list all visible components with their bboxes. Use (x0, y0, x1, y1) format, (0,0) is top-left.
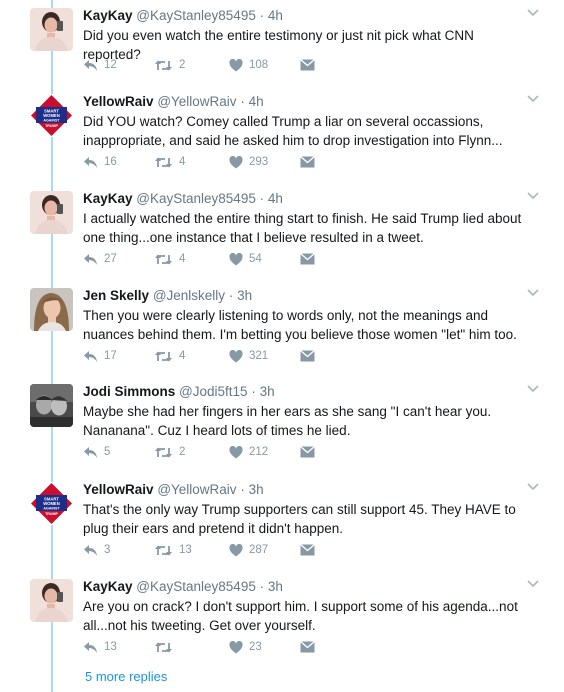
reply-icon (83, 641, 98, 654)
direct-message-button[interactable] (300, 540, 315, 560)
chevron-down-icon[interactable] (526, 94, 540, 104)
chevron-down-icon[interactable] (526, 8, 540, 18)
retweet-button[interactable] (154, 152, 185, 172)
tweet-header (83, 384, 275, 399)
direct-message-button[interactable] (300, 55, 315, 75)
svg-text:SMART: SMART (44, 108, 59, 114)
tweet-header (83, 579, 283, 594)
reply-button[interactable] (83, 442, 110, 462)
avatar[interactable] (30, 288, 73, 331)
reply-count: 12 (104, 59, 117, 71)
direct-message-icon (300, 253, 315, 265)
user-name[interactable]: Jodi Simmons (83, 384, 176, 399)
user-handle[interactable]: @YellowRaiv (157, 94, 237, 109)
direct-message-icon (300, 156, 315, 168)
reply-count: 16 (104, 156, 117, 168)
retweet-button[interactable] (154, 540, 192, 560)
direct-message-icon (300, 59, 315, 71)
tweet-header (83, 191, 283, 206)
svg-text:AGAINST: AGAINST (43, 118, 60, 123)
direct-message-icon (300, 350, 315, 362)
timestamp[interactable]: 3h (237, 288, 253, 303)
svg-text:SMART: SMART (44, 496, 59, 502)
reply-button[interactable] (83, 540, 110, 560)
reply-button[interactable] (83, 152, 117, 172)
tweet-actions (83, 637, 343, 657)
like-button[interactable] (229, 540, 268, 560)
direct-message-button[interactable] (300, 346, 315, 366)
direct-message-button[interactable] (300, 249, 315, 269)
retweet-icon (154, 544, 173, 557)
svg-text:TRUMP: TRUMP (45, 512, 58, 516)
tweet-header (83, 288, 252, 303)
like-count: 108 (249, 59, 269, 71)
like-count: 293 (249, 156, 269, 168)
reply-icon (83, 156, 98, 169)
tweet[interactable] (0, 183, 564, 280)
tweet[interactable] (0, 571, 564, 668)
chevron-down-icon[interactable] (526, 482, 540, 492)
timestamp[interactable]: 3h (248, 482, 264, 497)
user-handle[interactable]: @YellowRaiv (157, 482, 237, 497)
heart-icon (229, 156, 243, 169)
retweet-button[interactable] (154, 637, 179, 657)
svg-text:WOMEN: WOMEN (43, 501, 60, 506)
svg-text:WOMEN: WOMEN (43, 113, 60, 118)
tweet[interactable] (0, 280, 564, 377)
direct-message-button[interactable] (300, 442, 315, 462)
reply-button[interactable] (83, 249, 117, 269)
tweet-actions (83, 55, 343, 75)
direct-message-icon (300, 446, 315, 458)
tweet-actions (83, 540, 343, 560)
user-name[interactable]: KayKay (83, 191, 133, 206)
user-handle[interactable]: @Jodi5ft15 (179, 384, 248, 399)
user-name[interactable]: KayKay (83, 579, 133, 594)
reply-count: 27 (104, 253, 117, 265)
retweet-icon (154, 253, 173, 266)
timestamp[interactable]: 4h (267, 8, 283, 23)
user-handle[interactable]: @KayStanley85495 (136, 191, 256, 206)
separator: · (259, 191, 265, 206)
tweet-header (83, 482, 264, 497)
retweet-count: 4 (179, 350, 186, 362)
like-button[interactable] (229, 152, 268, 172)
reply-icon (83, 350, 98, 363)
retweet-icon (154, 350, 173, 363)
tweet-text: Maybe she had her fingers in her ears as she sang "I can't hear you. Nananana". Cuz I heard lots of times he lied. (83, 404, 492, 438)
tweet[interactable] (0, 86, 564, 183)
user-name[interactable]: Jen Skelly (83, 288, 150, 303)
like-button[interactable] (229, 55, 268, 75)
svg-text:AGAINST: AGAINST (43, 506, 60, 511)
chevron-down-icon[interactable] (526, 288, 540, 298)
tweet-text: Did you even watch the entire testimony or just nit pick what CNN reported? (83, 28, 474, 62)
tweet[interactable] (0, 376, 564, 473)
direct-message-button[interactable] (300, 152, 315, 172)
user-handle[interactable]: @Jenlskelly (152, 288, 226, 303)
tweet-text: Then you were clearly listening to words only, not the meanings and nuances behind them. I'm betting you believe those women "let" him too. (83, 308, 517, 342)
user-handle[interactable]: @KayStanley85495 (136, 579, 256, 594)
reply-icon (83, 544, 98, 557)
separator: · (259, 579, 265, 594)
timestamp[interactable]: 4h (248, 94, 264, 109)
heart-icon (229, 350, 243, 363)
like-count: 287 (249, 544, 269, 556)
like-button[interactable] (229, 637, 262, 657)
tweet-actions (83, 442, 343, 462)
like-count: 321 (249, 350, 269, 362)
more-replies-link[interactable]: 5 more replies (85, 669, 168, 684)
chevron-down-icon[interactable] (526, 384, 540, 394)
tweet-text: Are you on crack? I don't support him. I support some of his agenda...not all...not his tweeting. Get over yourself. (83, 599, 518, 633)
retweet-icon (154, 59, 173, 72)
reply-icon (83, 446, 98, 459)
separator: · (240, 94, 245, 109)
retweet-count: 2 (179, 446, 186, 458)
avatar[interactable] (30, 191, 73, 234)
like-button[interactable] (229, 249, 262, 269)
retweet-button[interactable] (154, 442, 185, 462)
tweet-header (83, 8, 283, 23)
separator: · (240, 482, 245, 497)
reply-count: 5 (104, 446, 111, 458)
direct-message-icon (300, 544, 315, 556)
timestamp[interactable]: 3h (259, 384, 275, 399)
direct-message-icon (300, 641, 315, 653)
reply-count: 3 (104, 544, 111, 556)
retweet-count: 13 (179, 544, 192, 556)
reply-button[interactable] (83, 55, 117, 75)
user-handle[interactable]: @KayStanley85495 (136, 8, 256, 23)
tweet[interactable] (0, 0, 564, 97)
heart-icon (229, 446, 243, 459)
retweet-count: 4 (179, 156, 186, 168)
reply-button[interactable] (83, 637, 117, 657)
like-button[interactable] (229, 442, 268, 462)
retweet-count: 2 (179, 59, 186, 71)
heart-icon (229, 544, 243, 557)
tweet-text: I actually watched the entire thing start to finish. He said Trump lied about one thing...one instance that I believe resulted in a tweet. (83, 211, 522, 245)
retweet-count: 4 (179, 253, 186, 265)
reply-count: 13 (104, 641, 117, 653)
avatar[interactable] (30, 8, 73, 51)
avatar[interactable] (30, 579, 73, 622)
reply-icon (83, 253, 98, 266)
chevron-down-icon[interactable] (526, 579, 540, 589)
retweet-button[interactable] (154, 249, 185, 269)
reply-button[interactable] (83, 346, 117, 366)
separator: · (259, 8, 265, 23)
reply-icon (83, 59, 98, 72)
retweet-icon (154, 156, 173, 169)
retweet-button[interactable] (154, 346, 185, 366)
timestamp[interactable]: 4h (267, 191, 283, 206)
svg-text:TRUMP: TRUMP (45, 124, 58, 128)
tweet-actions (83, 346, 343, 366)
user-name[interactable]: YellowRaiv (83, 94, 154, 109)
like-count: 54 (249, 253, 262, 265)
tweet-text: Did YOU watch? Comey called Trump a liar on several occassions, inappropriate, and said he asked him to drop investigation into Flynn... (83, 114, 503, 148)
heart-icon (229, 59, 243, 72)
tweet[interactable] (0, 474, 564, 571)
reply-count: 17 (104, 350, 117, 362)
separator: · (251, 384, 256, 399)
avatar[interactable] (30, 94, 73, 137)
retweet-icon (154, 446, 173, 459)
tweet-actions (83, 249, 343, 269)
user-name[interactable]: KayKay (83, 8, 133, 23)
avatar[interactable] (30, 384, 73, 427)
tweet-text: That's the only way Trump supporters can still support 45. They HAVE to plug their ears and pretend it didn't happen. (83, 502, 516, 536)
user-name[interactable]: YellowRaiv (83, 482, 154, 497)
avatar[interactable] (30, 482, 73, 525)
like-button[interactable] (229, 346, 268, 366)
retweet-button[interactable] (154, 55, 185, 75)
separator: · (228, 288, 234, 303)
tweet-actions (83, 152, 343, 172)
retweet-icon (154, 641, 173, 654)
like-count: 23 (249, 641, 262, 653)
heart-icon (229, 641, 243, 654)
heart-icon (229, 253, 243, 266)
timestamp[interactable]: 3h (267, 579, 283, 594)
like-count: 212 (249, 446, 269, 458)
chevron-down-icon[interactable] (526, 191, 540, 201)
tweet-header (83, 94, 264, 109)
direct-message-button[interactable] (300, 637, 315, 657)
